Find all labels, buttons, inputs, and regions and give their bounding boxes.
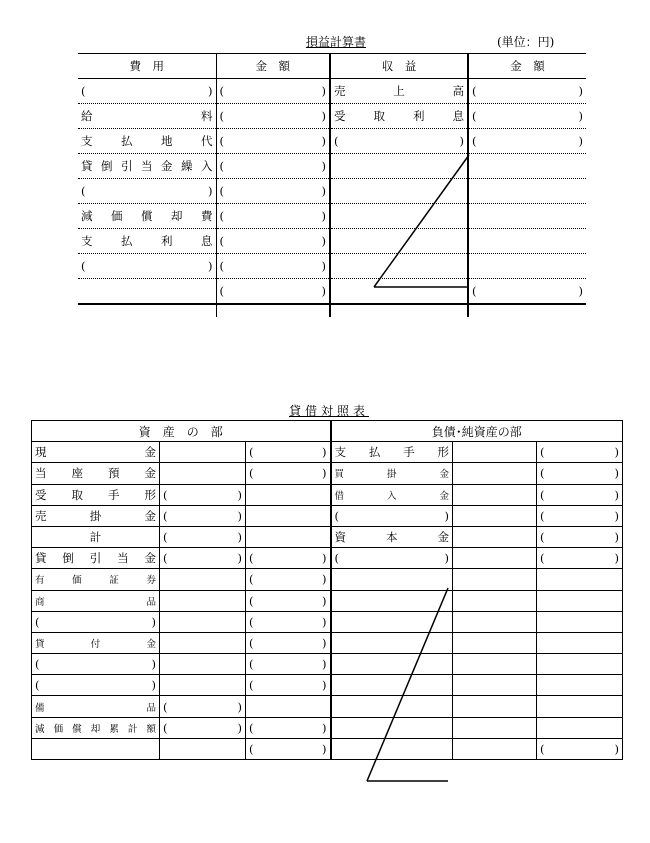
close-paren: ) bbox=[322, 445, 327, 460]
open-paren: ( bbox=[219, 234, 224, 248]
open-paren: ( bbox=[540, 487, 545, 502]
asset-label: 有価証券 bbox=[35, 575, 156, 587]
close-paren: ) bbox=[237, 551, 242, 566]
header-liabilities: 負債･純資産の部 bbox=[331, 421, 623, 442]
open-paren: ( bbox=[249, 572, 254, 587]
close-paren: ) bbox=[322, 741, 327, 756]
open-paren: ( bbox=[249, 678, 254, 693]
close-paren: ) bbox=[614, 508, 620, 523]
close-paren: ) bbox=[321, 234, 326, 248]
close-paren: ) bbox=[208, 184, 213, 198]
header-assets: 資 産 の 部 bbox=[32, 421, 331, 442]
close-paren: ) bbox=[321, 184, 326, 198]
asset-label: 貸付金 bbox=[35, 638, 156, 650]
close-paren: ) bbox=[237, 720, 242, 735]
close-paren: ) bbox=[322, 572, 327, 587]
revenue-label: 受取利息 bbox=[334, 109, 464, 123]
close-paren: ) bbox=[614, 466, 620, 481]
close-paren: ) bbox=[322, 466, 327, 481]
close-paren: ) bbox=[578, 84, 583, 98]
open-paren: ( bbox=[219, 134, 224, 148]
close-paren: ) bbox=[321, 159, 326, 173]
close-paren: ) bbox=[578, 134, 583, 148]
open-paren: ( bbox=[219, 84, 224, 98]
close-paren: ) bbox=[151, 614, 156, 629]
header-expense: 費 用 bbox=[78, 54, 216, 79]
open-paren: ( bbox=[249, 466, 254, 481]
close-paren: ) bbox=[322, 635, 327, 650]
close-paren: ) bbox=[237, 508, 242, 523]
close-paren: ) bbox=[322, 678, 327, 693]
expense-label: 貸倒引当金繰入 bbox=[81, 159, 213, 173]
close-paren: ) bbox=[578, 109, 583, 123]
open-paren: ( bbox=[219, 284, 224, 298]
open-paren: ( bbox=[540, 508, 545, 523]
open-paren: ( bbox=[334, 134, 339, 148]
income-statement-title: 損益計算書 bbox=[306, 35, 367, 49]
open-paren: ( bbox=[249, 614, 254, 629]
open-paren: ( bbox=[334, 551, 340, 566]
open-paren: ( bbox=[249, 635, 254, 650]
liability-label: 借入金 bbox=[334, 490, 450, 502]
close-paren: ) bbox=[321, 109, 326, 123]
expense-label: 減価償却費 bbox=[81, 209, 213, 223]
close-paren: ) bbox=[614, 551, 620, 566]
close-paren: ) bbox=[237, 487, 242, 502]
open-paren: ( bbox=[249, 741, 254, 756]
open-paren: ( bbox=[219, 184, 224, 198]
close-paren: ) bbox=[444, 551, 450, 566]
close-paren: ) bbox=[322, 657, 327, 672]
close-paren: ) bbox=[237, 699, 242, 714]
open-paren: ( bbox=[35, 614, 40, 629]
close-paren: ) bbox=[614, 445, 620, 460]
close-paren: ) bbox=[321, 84, 326, 98]
close-paren: ) bbox=[208, 259, 213, 273]
open-paren: ( bbox=[81, 259, 86, 273]
close-paren: ) bbox=[322, 614, 327, 629]
open-paren: ( bbox=[472, 284, 477, 298]
close-paren: ) bbox=[614, 487, 620, 502]
close-paren: ) bbox=[322, 551, 327, 566]
asset-label: 現金 bbox=[35, 445, 156, 460]
close-paren: ) bbox=[208, 84, 213, 98]
header-revenue: 収 益 bbox=[330, 54, 468, 79]
open-paren: ( bbox=[540, 530, 545, 545]
open-paren: ( bbox=[163, 487, 168, 502]
open-paren: ( bbox=[249, 720, 254, 735]
open-paren: ( bbox=[249, 551, 254, 566]
close-paren: ) bbox=[321, 259, 326, 273]
open-paren: ( bbox=[540, 741, 545, 756]
open-paren: ( bbox=[219, 159, 224, 173]
unit-label: (単位：円) bbox=[497, 35, 555, 49]
close-paren: ) bbox=[459, 134, 464, 148]
close-paren: ) bbox=[444, 508, 450, 523]
open-paren: ( bbox=[334, 508, 340, 523]
header-amount-1: 金 額 bbox=[216, 54, 330, 79]
open-paren: ( bbox=[35, 678, 40, 693]
open-paren: ( bbox=[163, 699, 168, 714]
open-paren: ( bbox=[163, 551, 168, 566]
close-paren: ) bbox=[151, 657, 156, 672]
open-paren: ( bbox=[81, 84, 86, 98]
asset-label: 売掛金 bbox=[35, 508, 156, 523]
open-paren: ( bbox=[163, 530, 168, 545]
close-paren: ) bbox=[321, 134, 326, 148]
open-paren: ( bbox=[81, 184, 86, 198]
liability-label: 買掛金 bbox=[334, 469, 450, 481]
asset-label: 減価償却累計額 bbox=[35, 723, 156, 735]
close-paren: ) bbox=[237, 530, 242, 545]
asset-label: 計 bbox=[89, 530, 102, 545]
revenue-label: 売上高 bbox=[334, 84, 464, 98]
open-paren: ( bbox=[35, 657, 40, 672]
expense-label: 支払地代 bbox=[81, 134, 213, 148]
open-paren: ( bbox=[219, 109, 224, 123]
close-paren: ) bbox=[321, 209, 326, 223]
expense-label: 給料 bbox=[81, 109, 213, 123]
open-paren: ( bbox=[219, 209, 224, 223]
asset-label: 貸倒引当金 bbox=[35, 551, 156, 566]
asset-label: 当座預金 bbox=[35, 466, 156, 481]
asset-label: 商品 bbox=[35, 596, 156, 608]
asset-label: 備品 bbox=[35, 702, 156, 714]
close-paren: ) bbox=[578, 284, 583, 298]
close-paren: ) bbox=[614, 530, 620, 545]
open-paren: ( bbox=[163, 720, 168, 735]
open-paren: ( bbox=[472, 109, 477, 123]
liability-label: 資本金 bbox=[334, 530, 450, 545]
open-paren: ( bbox=[219, 259, 224, 273]
open-paren: ( bbox=[472, 84, 477, 98]
open-paren: ( bbox=[249, 593, 254, 608]
close-paren: ) bbox=[322, 593, 327, 608]
open-paren: ( bbox=[472, 134, 477, 148]
open-paren: ( bbox=[540, 466, 545, 481]
close-paren: ) bbox=[322, 720, 327, 735]
close-paren: ) bbox=[614, 741, 620, 756]
open-paren: ( bbox=[540, 551, 545, 566]
open-paren: ( bbox=[540, 445, 545, 460]
open-paren: ( bbox=[249, 445, 254, 460]
close-paren: ) bbox=[151, 678, 156, 693]
asset-label: 受取手形 bbox=[35, 487, 156, 502]
balance-sheet-title: 貸借対照表 bbox=[289, 404, 370, 418]
liability-label: 支払手形 bbox=[334, 445, 450, 460]
header-amount-2: 金 額 bbox=[468, 54, 586, 79]
open-paren: ( bbox=[163, 508, 168, 523]
close-paren: ) bbox=[321, 284, 326, 298]
expense-label: 支払利息 bbox=[81, 234, 213, 248]
open-paren: ( bbox=[249, 657, 254, 672]
